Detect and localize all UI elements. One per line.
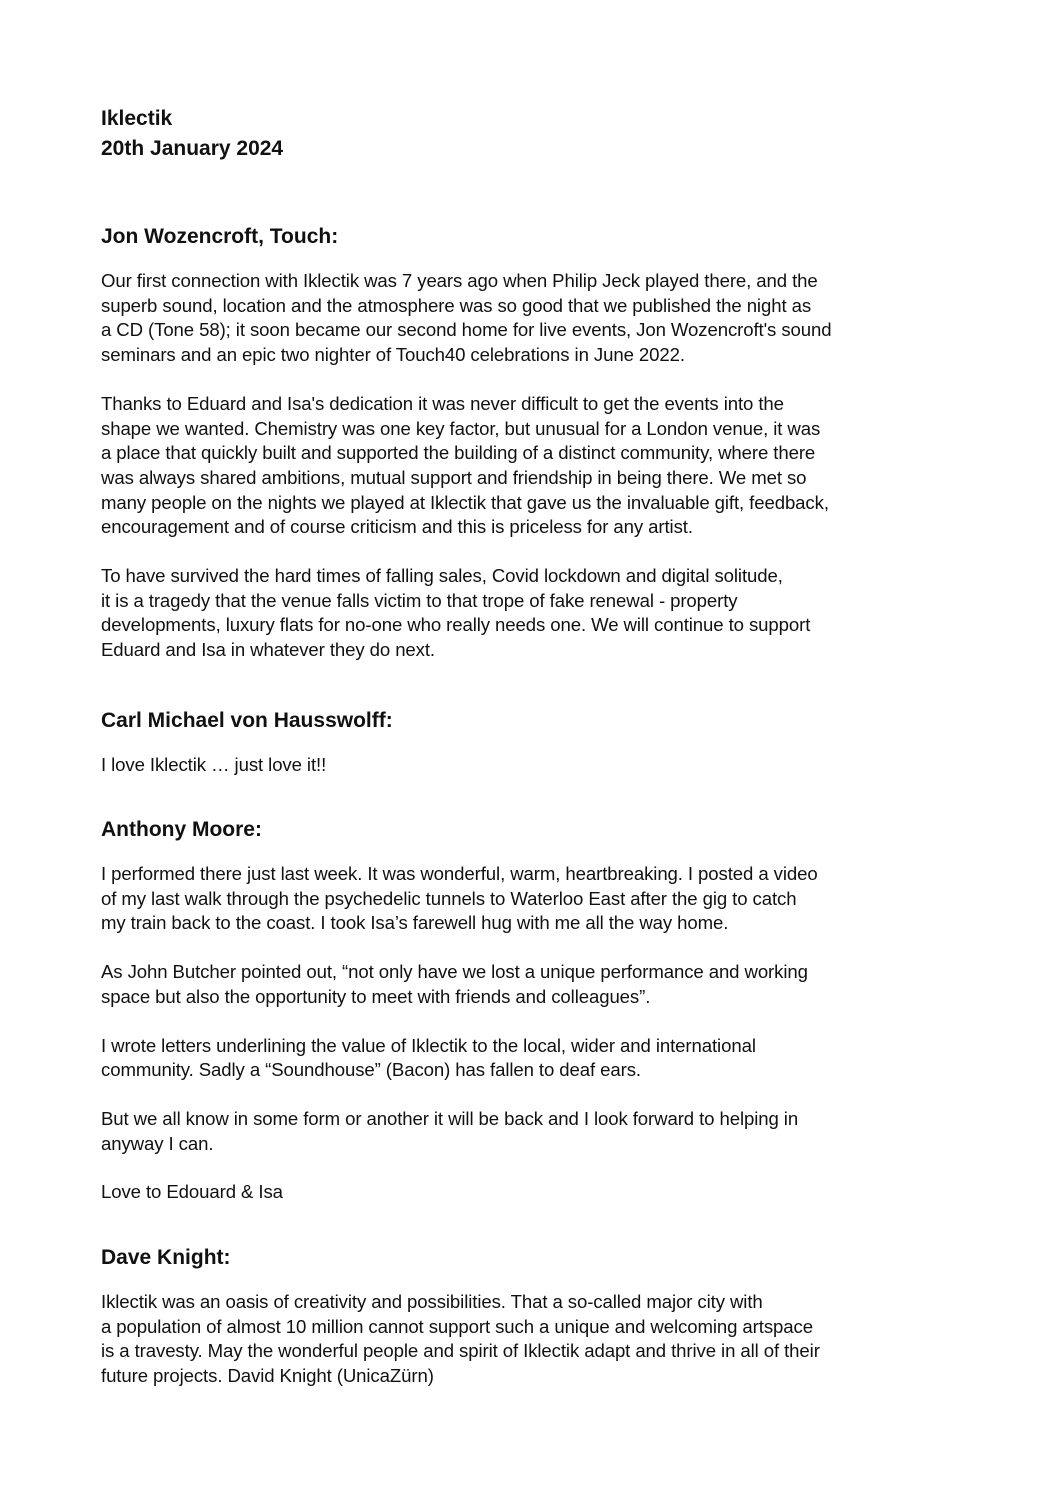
text-line: developments, luxury flats for no-one who really needs one. We will continue to support (101, 614, 811, 636)
paragraph (101, 392, 961, 540)
text-line: I wrote letters underlining the value of Iklectik to the local, wider and international (101, 1034, 756, 1056)
text-line: encouragement and of course criticism and this is priceless for any artist. (101, 516, 693, 538)
text-line: shape we wanted. Chemistry was one key factor, but unusual for a London venue, it was (101, 417, 821, 439)
text-line: community. Sadly a “Soundhouse” (Bacon) has fallen to deaf ears. (101, 1059, 642, 1081)
paragraph (101, 1034, 961, 1083)
text-line: To have survived the hard times of falling sales, Covid lockdown and digital solitude, (101, 565, 783, 587)
text-line: a CD (Tone 58); it soon became our second home for live events, Jon Wozencroft's sound (101, 319, 832, 341)
text-line: Our first connection with Iklectik was 7 years ago when Philip Jeck played there, and the (101, 270, 818, 291)
text-line: seminars and an epic two nighter of Touch40 celebrations in June 2022. (101, 344, 685, 366)
testimonial-section (101, 222, 961, 687)
text-line: superb sound, location and the atmosphere was so good that we published the night as (101, 294, 812, 316)
text-line: was always shared ambitions, mutual support and friendship in being there. We met so (101, 466, 807, 488)
text-line: Iklectik was an oasis of creativity and possibilities. That a so-called major city with (101, 1291, 763, 1312)
paragraph (101, 564, 961, 663)
text-line: But we all know in some form or another it will be back and I look forward to helping in (101, 1107, 799, 1129)
testimonial-section (101, 1243, 961, 1413)
paragraph (101, 269, 961, 368)
venue-title: Iklectik (101, 107, 173, 130)
section-heading: Dave Knight: (101, 1246, 231, 1269)
text-line: is a travesty. May the wonderful people and spirit of Iklectik adapt and thrive in all of their (101, 1340, 820, 1362)
testimonial-section (101, 815, 961, 1229)
paragraph (101, 1180, 961, 1205)
text-line: Thanks to Eduard and Isa's dedication it was never difficult to get the events into the (101, 392, 784, 414)
text-line: I performed there just last week. It was wonderful, warm, heartbreaking. I posted a video (101, 863, 818, 884)
event-date: 20th January 2024 (101, 137, 284, 160)
paragraph (101, 753, 961, 778)
text-line: anyway I can. (101, 1132, 214, 1154)
text-line: a population of almost 10 million cannot support such a unique and welcoming artspace (101, 1315, 813, 1337)
text-line: many people on the nights we played at Iklectik that gave us the invaluable gift, feedback, (101, 491, 829, 513)
paragraph (101, 1107, 961, 1156)
text-line: of my last walk through the psychedelic tunnels to Waterloo East after the gig to catch (101, 887, 797, 909)
section-heading: Jon Wozencroft, Touch: (101, 225, 339, 248)
text-line: Love to Edouard & Isa (101, 1181, 283, 1203)
text-line: my train back to the coast. I took Isa’s farewell hug with me all the way home. (101, 912, 729, 934)
testimonial-section (101, 706, 961, 802)
text-line: a place that quickly built and supported the building of a distinct community, where there (101, 442, 816, 464)
section-heading: Anthony Moore: (101, 818, 262, 841)
text-line: it is a tragedy that the venue falls victim to that trope of fake renewal - property (101, 589, 738, 611)
paragraph (101, 1290, 961, 1389)
text-line: As John Butcher pointed out, “not only have we lost a unique performance and working (101, 961, 808, 983)
section-heading: Carl Michael von Hausswolff: (101, 709, 393, 732)
text-line: I love Iklectik … just love it!! (101, 754, 327, 775)
text-line: Eduard and Isa in whatever they do next. (101, 639, 436, 661)
paragraph (101, 960, 961, 1009)
document-header (101, 104, 283, 164)
text-line: space but also the opportunity to meet with friends and colleagues”. (101, 985, 651, 1007)
paragraph (101, 862, 961, 936)
text-line: future projects. David Knight (UnicaZürn) (101, 1365, 434, 1387)
